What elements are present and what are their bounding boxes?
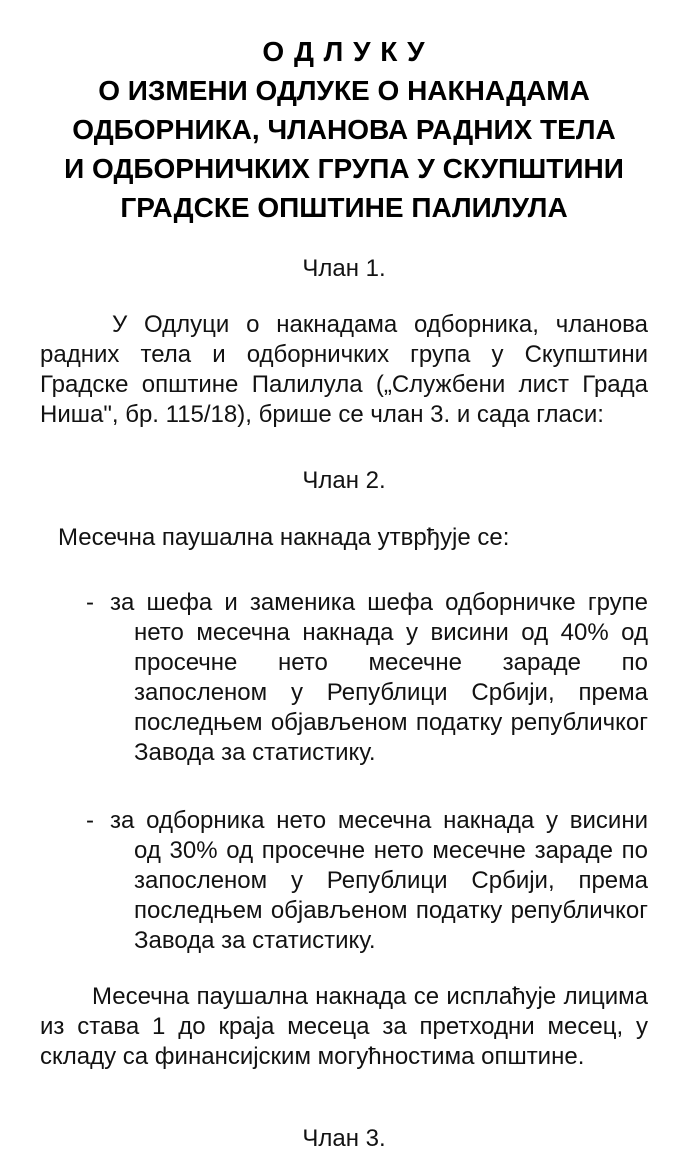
- article-3-heading-cutoff: Члан 3.: [302, 1125, 386, 1152]
- dash-marker: -: [86, 807, 94, 834]
- document-title: [40, 32, 648, 227]
- article-2-heading: Члан 2.: [302, 467, 386, 494]
- title-line: ГРАДСКЕ ОПШТИНЕ ПАЛИЛУЛА: [120, 192, 568, 223]
- list-item-text: за шефа и заменика шефа одборничке групе нето месечна накнада у висини од 40% од просечне нето месечне зараде по запосленом у Републици Србији, према последњем објављеном податку републичког Завода за статистику.: [110, 589, 648, 766]
- title-line: И ОДБОРНИЧКИХ ГРУПА У СКУПШТИНИ: [64, 153, 624, 184]
- title-line: О Д Л У К У: [262, 36, 426, 67]
- article-1-paragraph: У Одлуци о накнадама одборника, чланова радних тела и одборничких група у Скупштини Градске општине Палилула („Службени лист Града Ниша", бр. 115/18), брише се члан 3. и сада гласи:: [40, 311, 648, 428]
- article-2-closing-paragraph: Месечна паушална накнада се исплаћује лицима из става 1 до краја месеца за претходни месец, у складу са финансијским могућностима општине.: [40, 983, 648, 1070]
- title-line: ОДБОРНИКА, ЧЛАНОВА РАДНИХ ТЕЛА: [72, 114, 616, 145]
- list-item-text: за одборника нето месечна накнада у висини од 30% од просечне нето месечне зараде по запосленом у Републици Србији, према последњем објављеном податку републичког Завода за статистику.: [110, 807, 648, 954]
- compensation-list: [40, 588, 648, 956]
- list-item: [86, 806, 648, 956]
- title-line: О ИЗМЕНИ ОДЛУКЕ О НАКНАДАМА: [98, 75, 590, 106]
- dash-marker: -: [86, 589, 94, 616]
- article-2-intro: Месечна паушална накнада утврђује се:: [58, 524, 510, 551]
- list-item: [86, 588, 648, 768]
- article-1-heading: Члан 1.: [302, 255, 386, 282]
